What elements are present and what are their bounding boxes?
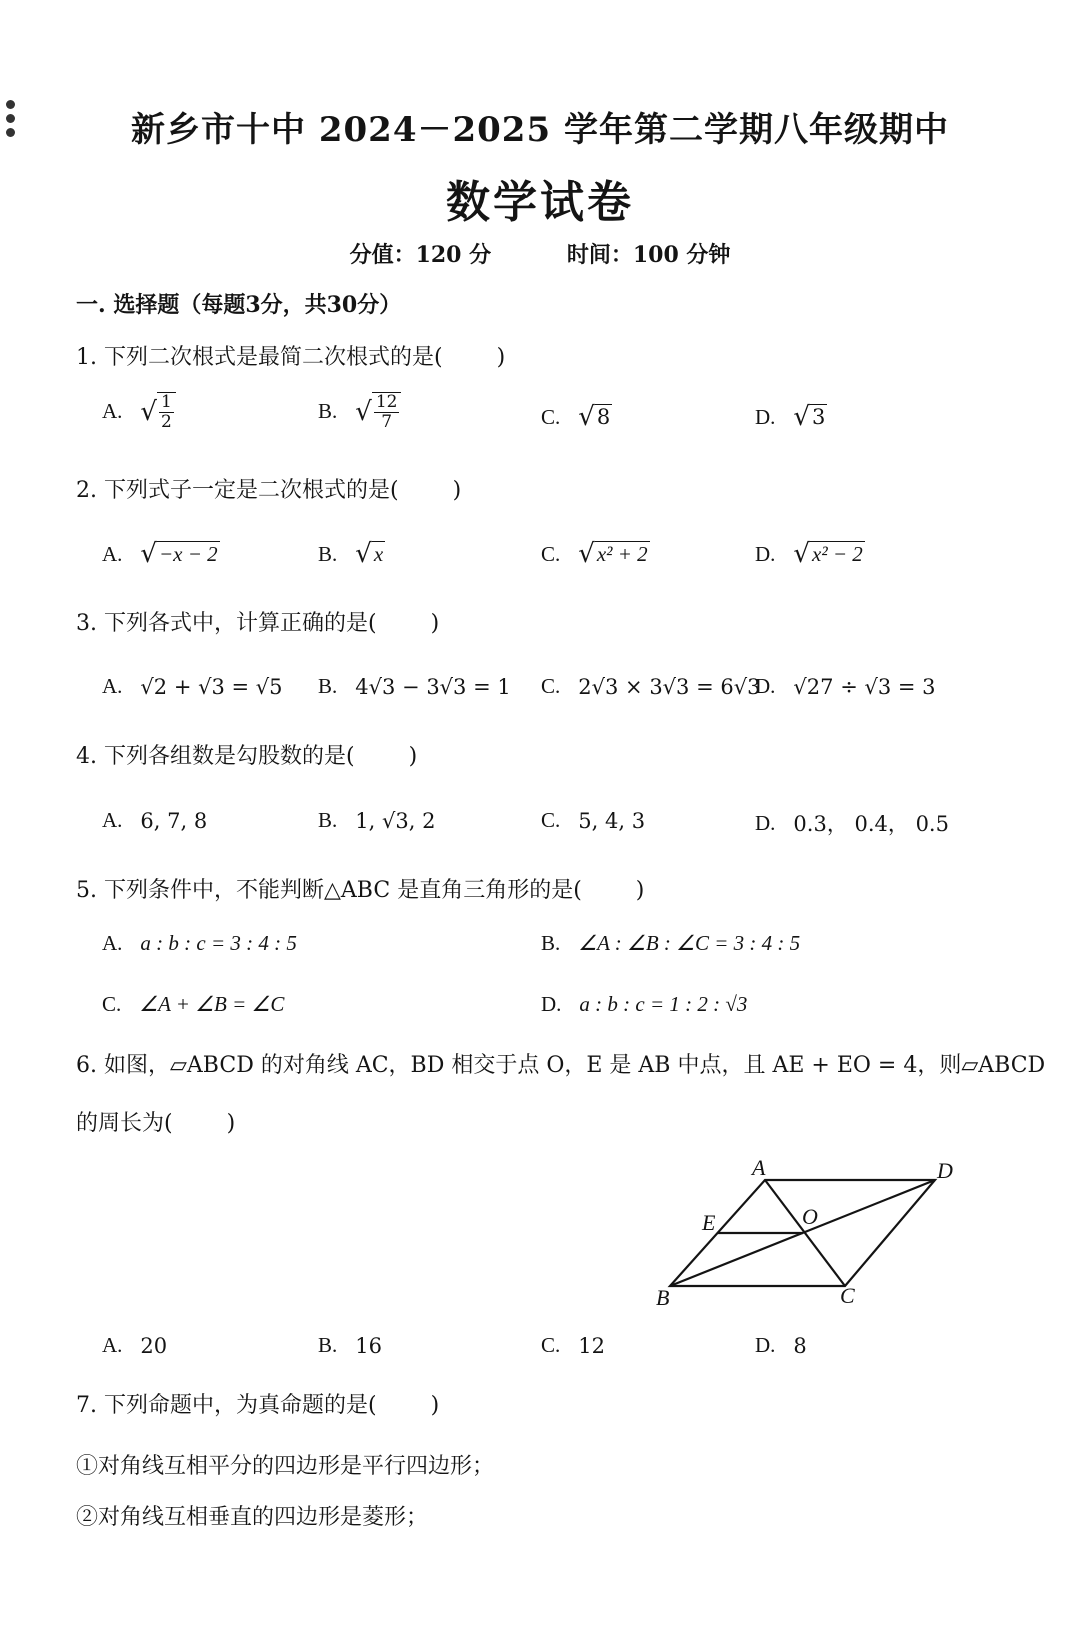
- question-2-text: 2. 下列式子一定是二次根式的是(: [76, 478, 399, 503]
- option-text: 6, 7, 8: [140, 808, 208, 833]
- option-label: C.: [541, 808, 561, 832]
- q1-option-c: C. √ 8: [541, 402, 611, 432]
- radicand: x: [373, 542, 384, 567]
- q4-option-c: [541, 808, 645, 833]
- option-text: 5, 4, 3: [578, 808, 646, 833]
- option-label: B.: [318, 541, 338, 566]
- q4-option-d: [755, 808, 949, 838]
- option-text: a : b : c = 1 : 2 : √3: [579, 992, 748, 1016]
- point-label-d: D: [937, 1158, 953, 1183]
- question-4-stem: [76, 739, 417, 770]
- q3-option-a: [102, 674, 283, 699]
- time-text: 时间：100 分钟: [566, 242, 731, 268]
- option-text: 2√3 × 3√3 = 6√3: [578, 674, 761, 699]
- q1-option-b: B. √ $\frac{12}{7}$: [318, 392, 401, 431]
- q4-option-a: [102, 808, 207, 833]
- point-label-c: C: [840, 1283, 855, 1308]
- option-label: A.: [102, 541, 123, 566]
- q2-option-b: B. √ x: [318, 539, 384, 569]
- q5-option-a: [102, 931, 297, 956]
- option-label: A.: [102, 674, 123, 698]
- option-text: 1, √3, 2: [355, 808, 436, 833]
- q6-option-d: [755, 1333, 807, 1358]
- radicand: 8: [596, 405, 611, 430]
- option-label: D.: [755, 1333, 776, 1357]
- question-2-close: ): [452, 478, 462, 503]
- question-1-stem: [76, 340, 505, 371]
- point-label-o: O: [802, 1204, 818, 1229]
- question-7-text: 7. 下列命题中，为真命题的是(: [76, 1393, 377, 1418]
- question-6-close: ): [226, 1111, 236, 1136]
- q2-option-d: D. √ x² − 2: [755, 539, 863, 569]
- question-4-close: ): [408, 744, 418, 769]
- option-text: 16: [355, 1333, 382, 1358]
- question-2-stem: [76, 473, 461, 504]
- q2-option-a: A. √ −x − 2: [102, 539, 218, 569]
- question-7-statement-1: ①对角线互相平分的四边形是平行四边形；: [76, 1454, 495, 1479]
- option-label: D.: [541, 992, 562, 1016]
- exam-title: 新乡市十中 2024－2025 学年第二学期八年级期中: [131, 110, 949, 150]
- q6-option-a: [102, 1333, 167, 1358]
- point-label-a: A: [752, 1155, 766, 1180]
- question-5-close: ): [635, 878, 645, 903]
- question-3-close: ): [430, 611, 440, 636]
- question-7-close: ): [430, 1393, 440, 1418]
- option-label: A.: [102, 808, 123, 832]
- q3-option-c: [541, 674, 760, 699]
- fraction-denominator: 7: [381, 411, 393, 432]
- option-text: 8: [793, 1333, 807, 1358]
- option-label: B.: [318, 674, 338, 698]
- option-label: C.: [541, 1333, 561, 1357]
- question-7-stem: [76, 1388, 439, 1419]
- fraction-numerator: 12: [375, 392, 398, 412]
- option-label: D.: [755, 541, 776, 566]
- option-label: A.: [102, 399, 123, 424]
- option-label: C.: [541, 541, 561, 566]
- option-text: ∠A : ∠B : ∠C = 3 : 4 : 5: [578, 931, 801, 955]
- option-label: C.: [102, 992, 122, 1016]
- q2-option-c: C. √ x² + 2: [541, 539, 648, 569]
- question-7-statement-2: ②对角线互相垂直的四边形是菱形；: [76, 1505, 429, 1530]
- option-text: √2 + √3 = √5: [140, 674, 283, 699]
- exam-subject: 数学试卷: [446, 177, 634, 228]
- option-label: B.: [318, 808, 338, 832]
- question-5-stem: [76, 873, 644, 904]
- option-text: 20: [140, 1333, 168, 1358]
- point-label-e: E: [702, 1210, 716, 1235]
- q3-option-d: [755, 674, 936, 699]
- option-label: A.: [102, 1333, 123, 1357]
- score-text: 分值：120 分: [349, 242, 492, 268]
- question-1-text: 1. 下列二次根式是最简二次根式的是(: [76, 345, 443, 370]
- question-3-text: 3. 下列各式中，计算正确的是(: [76, 611, 377, 636]
- question-6-stem: 6. 如图，▱ABCD 的对角线 AC，BD 相交于点 O，E 是 AB 中点，且 AE + EO = 4，则▱ABCD: [76, 1053, 1046, 1078]
- question-6-text: 的周长为(: [76, 1111, 173, 1136]
- radicand: x² − 2: [812, 542, 863, 567]
- radicand: x² + 2: [596, 542, 648, 567]
- q5-option-d: [541, 992, 747, 1017]
- question-1-close: ): [496, 345, 506, 370]
- option-label: B.: [318, 1333, 338, 1357]
- option-text: 0.3， 0.4， 0.5: [793, 812, 949, 836]
- q4-option-b: [318, 808, 435, 833]
- q6-option-b: [318, 1333, 382, 1358]
- q6-option-c: [541, 1333, 605, 1358]
- question-5-text: 5. 下列条件中，不能判断△ABC 是直角三角形的是(: [76, 878, 582, 903]
- option-label: D.: [755, 404, 776, 429]
- option-label: D.: [755, 674, 776, 698]
- option-label: D.: [755, 810, 776, 835]
- question-6-stem-line2: [76, 1106, 235, 1137]
- fraction-denominator: 2: [161, 411, 172, 432]
- q1-option-d: D. √ 3: [755, 402, 826, 432]
- option-label: B.: [318, 399, 338, 424]
- option-text: a : b : c = 3 : 4 : 5: [140, 931, 297, 955]
- fraction-numerator: 1: [161, 392, 172, 412]
- exam-meta: [0, 238, 1080, 269]
- q3-option-b: [318, 674, 511, 699]
- option-text: 4√3 − 3√3 = 1: [355, 674, 511, 699]
- q1-option-a: A. √ $\frac{1}{2}$: [102, 392, 176, 431]
- question-4-text: 4. 下列各组数是勾股数的是(: [76, 744, 355, 769]
- q5-option-c: [102, 992, 284, 1017]
- radicand: 3: [812, 405, 826, 430]
- question-3-stem: [76, 606, 439, 637]
- parallelogram-figure: [640, 1150, 980, 1320]
- section-title: 一. 选择题（每题3分，共30分）: [76, 292, 402, 318]
- option-label: C.: [541, 674, 561, 698]
- point-label-b: B: [656, 1285, 670, 1310]
- option-text: 12: [578, 1333, 605, 1358]
- q5-option-b: [541, 931, 800, 956]
- radicand: −x − 2: [159, 542, 218, 567]
- option-text: √27 ÷ √3 = 3: [793, 674, 936, 699]
- option-label: B.: [541, 931, 561, 955]
- option-text: ∠A + ∠B = ∠C: [139, 992, 285, 1016]
- option-label: C.: [541, 404, 561, 429]
- option-label: A.: [102, 931, 123, 955]
